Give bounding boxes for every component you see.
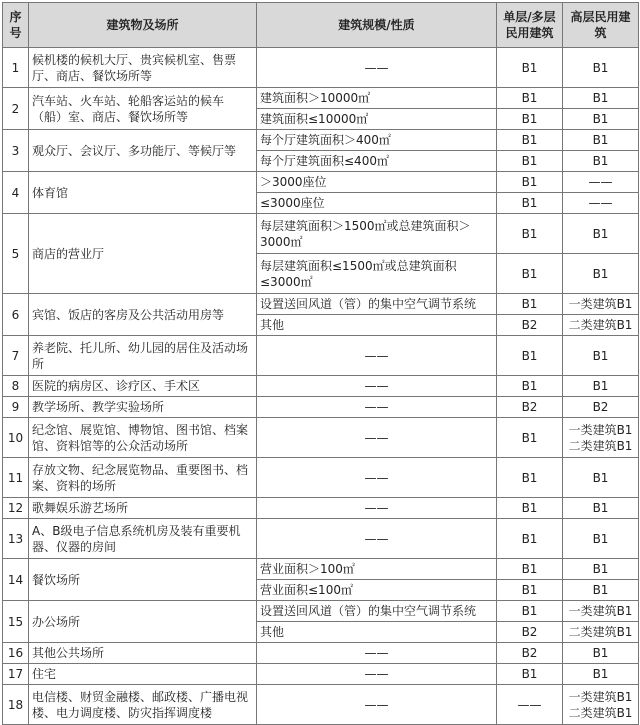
table-row bbox=[3, 664, 639, 685]
low-rise-class-cell: B1 bbox=[497, 418, 563, 458]
scale-cell: —— bbox=[257, 664, 497, 685]
low-rise-class-cell: B1 bbox=[497, 294, 563, 315]
place-cell: 候机楼的候机大厅、贵宾候机室、售票厅、商店、餐饮场所等 bbox=[29, 48, 257, 88]
high-rise-class-cell: B1 bbox=[563, 643, 639, 664]
row-number: 2 bbox=[3, 88, 29, 130]
high-rise-class-cell: 一类建筑B1 二类建筑B1 bbox=[563, 418, 639, 458]
table-row bbox=[3, 172, 639, 193]
place-cell: 医院的病房区、诊疗区、手术区 bbox=[29, 376, 257, 397]
low-rise-class-cell: B1 bbox=[497, 580, 563, 601]
low-rise-class-cell: B1 bbox=[497, 458, 563, 498]
scale-cell: —— bbox=[257, 519, 497, 559]
high-rise-class-cell: B1 bbox=[563, 109, 639, 130]
table-row bbox=[3, 214, 639, 254]
place-cell: 其他公共场所 bbox=[29, 643, 257, 664]
low-rise-class-cell: B1 bbox=[497, 376, 563, 397]
row-number: 6 bbox=[3, 294, 29, 336]
high-rise-class-cell: 二类建筑B1 bbox=[563, 315, 639, 336]
place-cell: A、B级电子信息系统机房及装有重要机器、仪器的房间 bbox=[29, 519, 257, 559]
place-cell: 办公场所 bbox=[29, 601, 257, 643]
high-rise-class-cell: B1 bbox=[563, 48, 639, 88]
low-rise-class-cell: B1 bbox=[497, 130, 563, 151]
high-rise-class-cell: B2 bbox=[563, 397, 639, 418]
row-number: 5 bbox=[3, 214, 29, 294]
high-rise-class-cell: B1 bbox=[563, 88, 639, 109]
place-cell: 教学场所、教学实验场所 bbox=[29, 397, 257, 418]
low-rise-class-cell: B1 bbox=[497, 88, 563, 109]
scale-cell: 每层建筑面积≤1500㎡或总建筑面积≤3000㎡ bbox=[257, 254, 497, 294]
place-cell: 歌舞娱乐游艺场所 bbox=[29, 498, 257, 519]
table-row bbox=[3, 559, 639, 580]
table-body bbox=[3, 48, 639, 725]
low-rise-class-cell: B1 bbox=[497, 172, 563, 193]
table-row bbox=[3, 336, 639, 376]
header-scale: 建筑规模/性质 bbox=[257, 3, 497, 48]
scale-cell: —— bbox=[257, 643, 497, 664]
row-number: 15 bbox=[3, 601, 29, 643]
low-rise-class-cell: B1 bbox=[497, 254, 563, 294]
row-number: 17 bbox=[3, 664, 29, 685]
high-rise-class-cell: B1 bbox=[563, 580, 639, 601]
table-row bbox=[3, 685, 639, 725]
scale-cell: —— bbox=[257, 397, 497, 418]
place-cell: 养老院、托儿所、幼儿园的居住及活动场所 bbox=[29, 336, 257, 376]
header-row bbox=[3, 3, 639, 48]
low-rise-class-cell: B2 bbox=[497, 315, 563, 336]
scale-cell: 建筑面积＞10000㎡ bbox=[257, 88, 497, 109]
low-rise-class-cell: B1 bbox=[497, 109, 563, 130]
low-rise-class-cell: B1 bbox=[497, 193, 563, 214]
high-rise-class-cell: B1 bbox=[563, 254, 639, 294]
low-rise-class-cell: B1 bbox=[497, 151, 563, 172]
low-rise-class-cell: —— bbox=[497, 685, 563, 725]
high-rise-class-cell: B1 bbox=[563, 519, 639, 559]
high-rise-class-cell: B1 bbox=[563, 130, 639, 151]
table-row bbox=[3, 294, 639, 315]
table-row bbox=[3, 643, 639, 664]
place-cell: 纪念馆、展览馆、博物馆、图书馆、档案馆、资料馆等的公众活动场所 bbox=[29, 418, 257, 458]
header-place: 建筑物及场所 bbox=[29, 3, 257, 48]
row-number: 8 bbox=[3, 376, 29, 397]
scale-cell: 其他 bbox=[257, 622, 497, 643]
high-rise-class-cell: B1 bbox=[563, 664, 639, 685]
row-number: 16 bbox=[3, 643, 29, 664]
table-row bbox=[3, 458, 639, 498]
header-low: 单层/多层民用建筑 bbox=[497, 3, 563, 48]
high-rise-class-cell: B1 bbox=[563, 498, 639, 519]
row-number: 7 bbox=[3, 336, 29, 376]
place-cell: 体育馆 bbox=[29, 172, 257, 214]
header-no: 序号 bbox=[3, 3, 29, 48]
table-row bbox=[3, 48, 639, 88]
high-rise-class-cell: B1 bbox=[563, 336, 639, 376]
scale-cell: —— bbox=[257, 48, 497, 88]
header-high: 高层民用建筑 bbox=[563, 3, 639, 48]
low-rise-class-cell: B1 bbox=[497, 48, 563, 88]
high-rise-class-cell: 一类建筑B1 二类建筑B1 bbox=[563, 685, 639, 725]
scale-cell: 建筑面积≤10000㎡ bbox=[257, 109, 497, 130]
table-row bbox=[3, 397, 639, 418]
high-rise-class-cell: B1 bbox=[563, 458, 639, 498]
fire-rating-table bbox=[2, 2, 639, 725]
row-number: 10 bbox=[3, 418, 29, 458]
low-rise-class-cell: B1 bbox=[497, 559, 563, 580]
place-cell: 宾馆、饭店的客房及公共活动用房等 bbox=[29, 294, 257, 336]
table-row bbox=[3, 88, 639, 109]
table-row bbox=[3, 601, 639, 622]
scale-cell: 每层建筑面积＞1500㎡或总建筑面积＞3000㎡ bbox=[257, 214, 497, 254]
row-number: 9 bbox=[3, 397, 29, 418]
low-rise-class-cell: B2 bbox=[497, 643, 563, 664]
row-number: 12 bbox=[3, 498, 29, 519]
high-rise-class-cell: 二类建筑B1 bbox=[563, 622, 639, 643]
high-rise-class-cell: —— bbox=[563, 172, 639, 193]
scale-cell: 营业面积≤100㎡ bbox=[257, 580, 497, 601]
row-number: 14 bbox=[3, 559, 29, 601]
low-rise-class-cell: B2 bbox=[497, 622, 563, 643]
scale-cell: 其他 bbox=[257, 315, 497, 336]
low-rise-class-cell: B1 bbox=[497, 664, 563, 685]
low-rise-class-cell: B1 bbox=[497, 336, 563, 376]
high-rise-class-cell: B1 bbox=[563, 376, 639, 397]
table-row bbox=[3, 376, 639, 397]
table-row bbox=[3, 130, 639, 151]
place-cell: 存放文物、纪念展览物品、重要图书、档案、资料的场所 bbox=[29, 458, 257, 498]
scale-cell: ≤3000座位 bbox=[257, 193, 497, 214]
scale-cell: —— bbox=[257, 418, 497, 458]
place-cell: 住宅 bbox=[29, 664, 257, 685]
table-row bbox=[3, 519, 639, 559]
high-rise-class-cell: 一类建筑B1 bbox=[563, 601, 639, 622]
scale-cell: 设置送回风道（管）的集中空气调节系统 bbox=[257, 601, 497, 622]
scale-cell: 每个厅建筑面积≤400㎡ bbox=[257, 151, 497, 172]
high-rise-class-cell: 一类建筑B1 bbox=[563, 294, 639, 315]
row-number: 18 bbox=[3, 685, 29, 725]
scale-cell: 每个厅建筑面积＞400㎡ bbox=[257, 130, 497, 151]
row-number: 13 bbox=[3, 519, 29, 559]
table-row bbox=[3, 418, 639, 458]
low-rise-class-cell: B2 bbox=[497, 397, 563, 418]
high-rise-class-cell: B1 bbox=[563, 151, 639, 172]
place-cell: 电信楼、财贸金融楼、邮政楼、广播电视楼、电力调度楼、防灾指挥调度楼 bbox=[29, 685, 257, 725]
scale-cell: —— bbox=[257, 458, 497, 498]
scale-cell: —— bbox=[257, 498, 497, 519]
high-rise-class-cell: B1 bbox=[563, 559, 639, 580]
high-rise-class-cell: —— bbox=[563, 193, 639, 214]
scale-cell: —— bbox=[257, 685, 497, 725]
low-rise-class-cell: B1 bbox=[497, 601, 563, 622]
row-number: 3 bbox=[3, 130, 29, 172]
scale-cell: —— bbox=[257, 336, 497, 376]
scale-cell: 营业面积＞100㎡ bbox=[257, 559, 497, 580]
place-cell: 餐饮场所 bbox=[29, 559, 257, 601]
table-row bbox=[3, 498, 639, 519]
place-cell: 商店的营业厅 bbox=[29, 214, 257, 294]
low-rise-class-cell: B1 bbox=[497, 214, 563, 254]
place-cell: 观众厅、会议厅、多功能厅、等候厅等 bbox=[29, 130, 257, 172]
low-rise-class-cell: B1 bbox=[497, 519, 563, 559]
row-number: 1 bbox=[3, 48, 29, 88]
place-cell: 汽车站、火车站、轮船客运站的候车（船）室、商店、餐饮场所等 bbox=[29, 88, 257, 130]
high-rise-class-cell: B1 bbox=[563, 214, 639, 254]
scale-cell: ＞3000座位 bbox=[257, 172, 497, 193]
scale-cell: —— bbox=[257, 376, 497, 397]
scale-cell: 设置送回风道（管）的集中空气调节系统 bbox=[257, 294, 497, 315]
row-number: 11 bbox=[3, 458, 29, 498]
low-rise-class-cell: B1 bbox=[497, 498, 563, 519]
row-number: 4 bbox=[3, 172, 29, 214]
